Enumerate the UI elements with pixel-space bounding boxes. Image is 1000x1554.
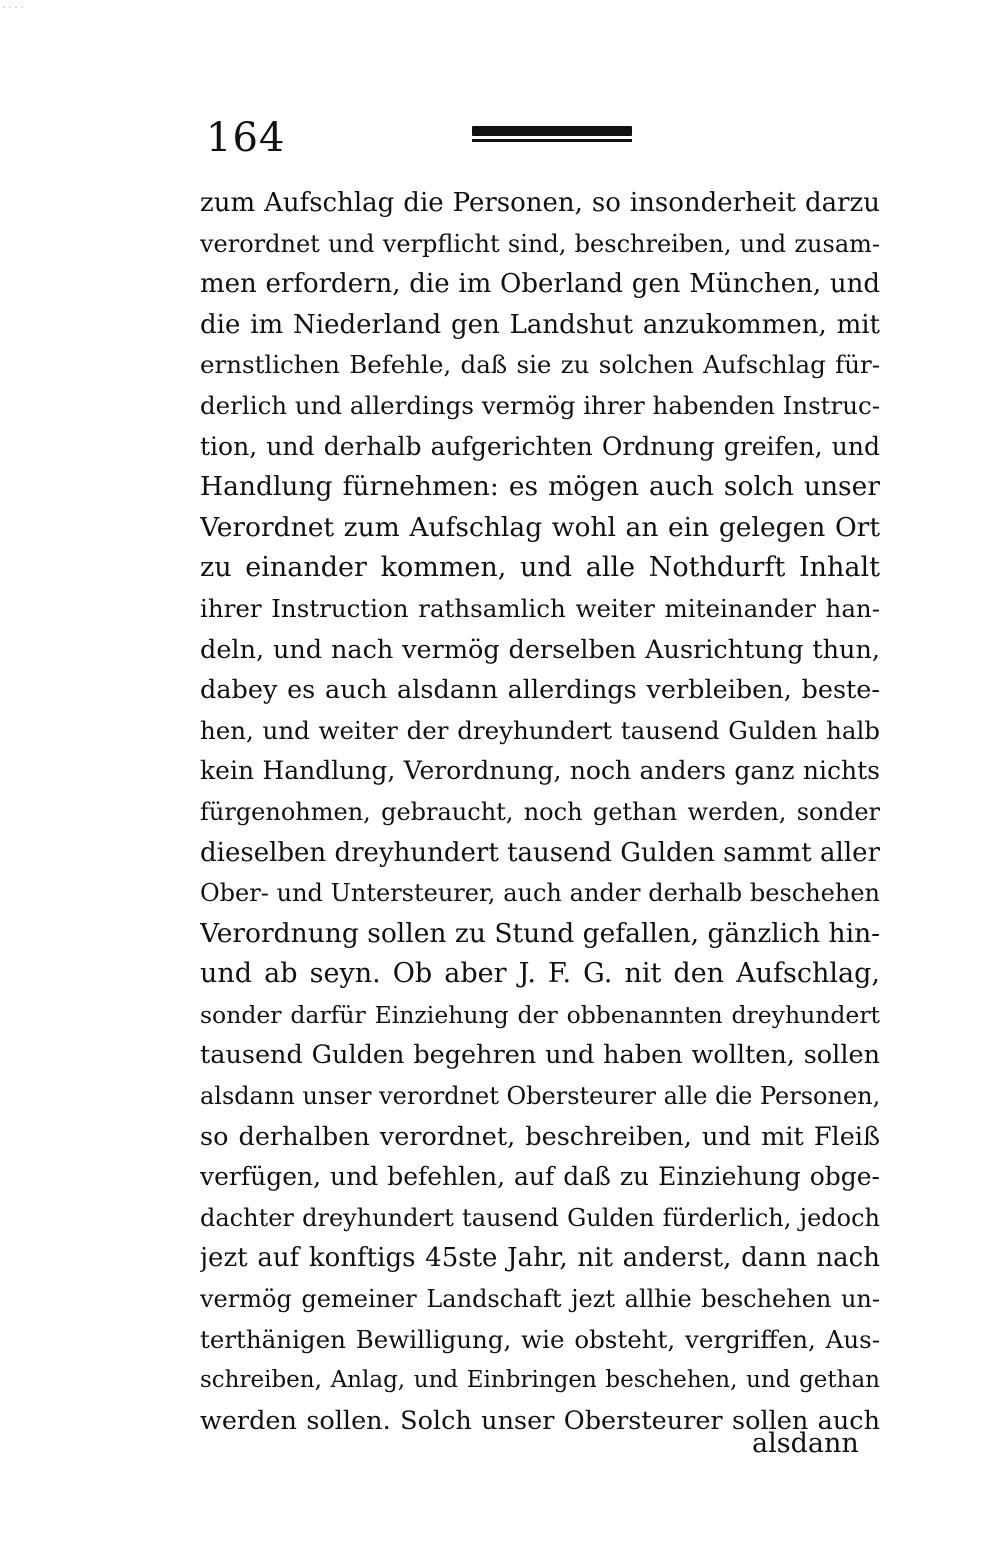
- text-line: verordnet und verpflicht sind, beschreiben, und zusam-: [200, 229, 880, 258]
- text-line: ernstlichen Befehle, daß sie zu solchen Aufschlag für-: [200, 350, 880, 380]
- text-line: Handlung fürnehmen: es mögen auch solch unser: [200, 471, 880, 503]
- text-line: Ober- und Untersteurer, auch ander derhalb beschehen: [200, 879, 880, 908]
- text-line: ihrer Instruction rathsamlich weiter miteinander han-: [200, 593, 880, 623]
- text-line: tion, und derhalb aufgerichten Ordnung greifen, und: [200, 431, 880, 461]
- text-line: hen, und weiter der dreyhundert tausend Gulden halb: [200, 715, 880, 745]
- text-block: [200, 183, 880, 1441]
- text-line: die im Niederland gen Landshut anzukommen, mit: [200, 309, 880, 340]
- text-line: zum Aufschlag die Personen, so insonderheit darzu: [200, 188, 880, 218]
- text-line: zu einander kommen, und alle Nothdurft Inhalt: [200, 552, 880, 584]
- text-line: dachter dreyhundert tausend Gulden fürderlich, jedoch: [200, 1203, 880, 1232]
- text-line: und ab seyn. Ob aber J. F. G. nit den Aufschlag,: [200, 958, 880, 990]
- text-line: werden sollen. Solch unser Obersteurer sollen auch: [200, 1405, 880, 1436]
- text-line: deln, und nach vermög derselben Ausrichtung thun,: [200, 634, 880, 665]
- text-line: terthänigen Bewilligung, wie obsteht, vergriffen, Aus-: [200, 1324, 880, 1354]
- text-line: so derhalben verordnet, beschreiben, und mit Fleiß: [200, 1121, 880, 1152]
- text-line: kein Handlung, Verordnung, noch anders ganz nichts: [200, 756, 880, 786]
- text-line: dieselben dreyhundert tausend Gulden sammt aller: [200, 837, 880, 868]
- text-line: schreiben, Anlag, und Einbringen beschehen, und gethan: [200, 1367, 880, 1394]
- text-line: jezt auf konftigs 45ste Jahr, nit anderst, dann nach: [200, 1243, 880, 1274]
- text-line: dabey es auch alsdann allerdings verbleiben, beste-: [200, 675, 880, 706]
- header-rule-thin: [472, 139, 632, 142]
- text-line: men erfordern, die im Oberland gen München, und: [200, 269, 880, 300]
- text-line: Verordnung sollen zu Stund gefallen, gänzlich hin-: [200, 917, 880, 949]
- text-line: verfügen, und befehlen, auf daß zu Einziehung obge-: [200, 1162, 880, 1192]
- header-rule: [472, 126, 632, 136]
- text-line: Verordnet zum Aufschlag wohl an ein gelegen Ort: [200, 511, 880, 543]
- text-line: tausend Gulden begehren und haben wollten, sollen: [200, 1040, 880, 1071]
- text-line: sonder darfür Einziehung der obbenannten dreyhundert: [200, 1000, 880, 1029]
- text-line: alsdann unser verordnet Obersteurer alle die Personen,: [200, 1082, 880, 1111]
- text-line: derlich und allerdings vermög ihrer habenden Instruc-: [200, 390, 880, 420]
- text-line: fürgenohmen, gebraucht, noch gethan werden, sonder: [200, 797, 880, 826]
- corner-mark: ˙˙˙˙: [2, 6, 26, 15]
- catchword: alsdann: [752, 1428, 859, 1459]
- text-line: vermög gemeiner Landschaft jezt allhie beschehen un-: [200, 1285, 880, 1314]
- page-number: 164: [206, 115, 286, 161]
